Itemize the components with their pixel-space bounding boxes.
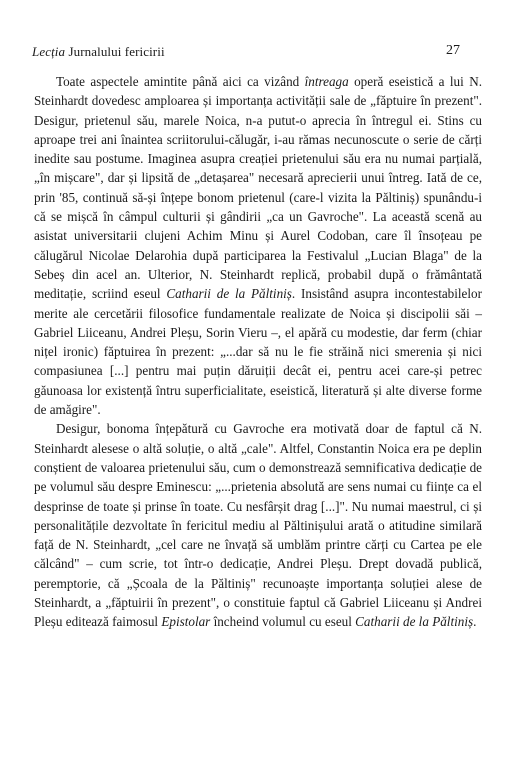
italic-text-span: Epistolar [161,614,211,630]
text-span: . Insistând asupra incontestabilelor merite ale cercetării filosofice fundamentale realizate de Noica și discipolii săi – Gabriel Liiceanu, Andrei Pleșu, Sorin Vieru –, el apără cu modestie, dar ferm (chiar nițel ironic) făptuirea în prezent: „...dar să nu le fie străină nici smerenia și nici compasiunea [...] pentru mai puțin dăruiții decât ei, pentru acei care-și petrec găunoasa lor existență întru superficialitate, eseistică, literatură și alte diverse forme de amăgire". [34,286,482,418]
paragraph [34,72,482,419]
running-head [32,44,165,60]
text-span: . [473,614,477,630]
italic-text-span: Catharii de la Păltiniș [166,286,292,302]
text-span: Toate aspectele amintite până aici ca vizând [56,74,305,89]
running-head-italic: Lecția [32,44,66,59]
body-text [34,72,482,632]
text-span: Desigur, bonoma înțepătură cu Gavroche era motivată doar de faptul că N. Steinhardt alesese o altă soluție, o altă „cale". Altfel, Constantin Noica era pe deplin conștient de valoarea prietenului său, cum o demonstrează semnificativa dedicație de pe volumul său despre Eminescu: „...prietenia absolută are sens numai cu ființe ca el desprinse de toate și prinse în toate. Cu nesfârșit drag [...]". Nu numai maestrul, ci și personalitățile dezvoltate în fericitul mediu al Păltinișului arată o atitudine similară față de N. Steinhardt, „cel care ne învață să umblăm printre cărți cu Cartea pe ele călcând" – cum scrie, tot într-o dedicație, Andrei Pleșu. Drept dovadă publică, peremptorie, că „Școala de la Păltiniș" recunoaște importanța soluției alese de Steinhardt, a „făptuirii în prezent", o constituie faptul că Gabriel Liiceanu și Andrei Pleșu editează faimosul [34,421,482,630]
italic-text-span: Catharii de la Păltiniș [355,614,474,630]
text-span: operă eseistică a lui N. Steinhardt dovedesc amploarea și importanța activității sale de „făptuire în prezent". Desigur, prietenul său, marele Noica, n-a putut-o aprecia în întregul ei. Stins cu aproape trei ani înaintea scriitorului-călugăr, i-au rămas necunoscute o serie de cărți inedite sau postume. Imaginea asupra creației prietenului său era nu numai parțială, „în mișcare", dar și lipsită de „detașarea" necesară aprecierii unui întreg. Iată de ce, prin '85, continuă să-și înțepe bonom prietenul (care-l vizita la Păltiniș) spunându-i că se mișcă în câmpul culturii și gândirii „ca un Gavroche". La această scenă au asistat universitarii clujeni Achim Minu și Aurel Codoban, care îl însoțeau pe călugărul Nicolae Delarohia după participarea la Festivalul „Lucian Blaga" de la Sebeș din acel an. Ulterior, N. Steinhardt replică, probabil după o frământată meditație, scriind eseul [34,74,482,302]
running-head-title: Jurnalului fericirii [65,44,165,59]
page-number: 27 [446,43,460,58]
paragraph [34,419,482,631]
italic-text-span: întreaga [304,74,349,89]
text-span: încheind volumul cu eseul [210,614,356,630]
